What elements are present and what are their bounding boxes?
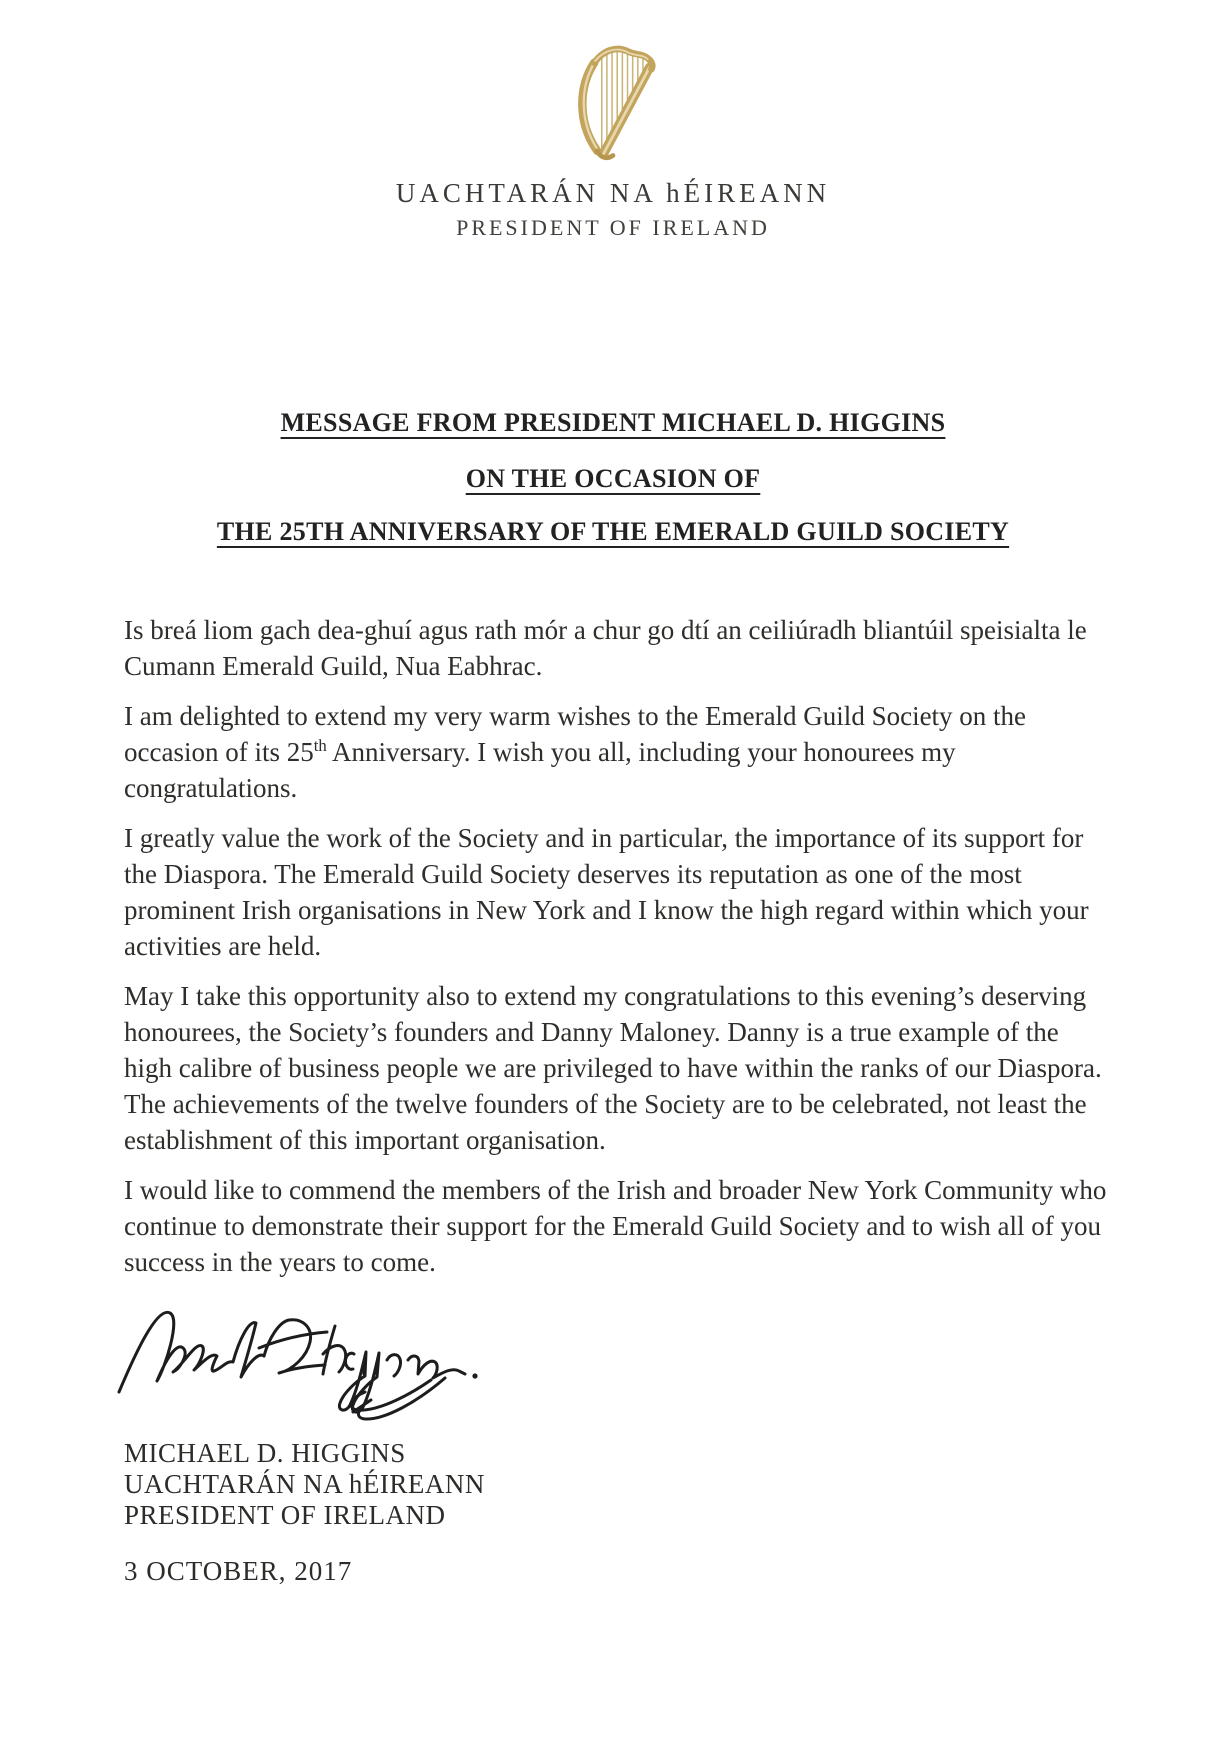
signature-image xyxy=(112,1282,484,1432)
heading-25th-anniversary: THE 25TH ANNIVERSARY OF THE EMERALD GUILD SOCIETY xyxy=(216,517,1010,546)
paragraph-warm-wishes-start: I am delighted to extend my very warm wishes to the Emerald Guild Society on the occasion of its 25 xyxy=(124,701,1027,767)
closing-name: MICHAEL D. HIGGINS xyxy=(124,1438,406,1468)
letterhead-title-english: PRESIDENT OF IRELAND xyxy=(456,215,770,240)
heading-message-from-president: MESSAGE FROM PRESIDENT MICHAEL D. HIGGINS xyxy=(280,408,946,437)
closing-title-english: PRESIDENT OF IRELAND xyxy=(124,1500,446,1530)
ordinal-suffix: th xyxy=(313,736,327,755)
letter-body xyxy=(124,612,1109,1294)
paragraph-warm-wishes xyxy=(124,698,1109,806)
closing-title-irish: UACHTARÁN NA hÉIREANN xyxy=(124,1469,485,1499)
heading-on-the-occasion-of: ON THE OCCASION OF xyxy=(465,464,761,493)
paragraph-warm-wishes-end: Anniversary. I wish you all, including your honourees my congratulations. xyxy=(124,737,956,803)
signature-block xyxy=(124,1438,485,1531)
letterhead-title-irish: UACHTARÁN NA hÉIREANN xyxy=(395,178,831,208)
paragraph-value-of-society: I greatly value the work of the Society and in particular, the importance of its support for the Diaspora. The Emerald Guild Society deserves its reputation as one of the most prominent Irish organisations in New York and I know the high regard within which your activities are held. xyxy=(124,823,1089,961)
paragraph-irish-greeting: Is breá liom gach dea-ghuí agus rath mór a chur go dtí an ceiliúradh bliantúil speisialta le Cumann Emerald Guild, Nua Eabhrac. xyxy=(124,615,1087,681)
date-line: 3 OCTOBER, 2017 xyxy=(124,1556,353,1586)
paragraph-honourees: May I take this opportunity also to extend my congratulations to this evening’s deserving honourees, the Society’s founders and Danny Maloney. Danny is a true example of the high calibre of business people we are privileged to have within the ranks of our Diaspora. The achievements of the twelve founders of the Society are to be celebrated, not least the establishment of this important organisation. xyxy=(124,981,1102,1155)
paragraph-commend-community: I would like to commend the members of the Irish and broader New York Community who continue to demonstrate their support for the Emerald Guild Society and to wish all of you success in the years to come. xyxy=(124,1175,1107,1277)
irish-harp-icon xyxy=(566,44,660,162)
